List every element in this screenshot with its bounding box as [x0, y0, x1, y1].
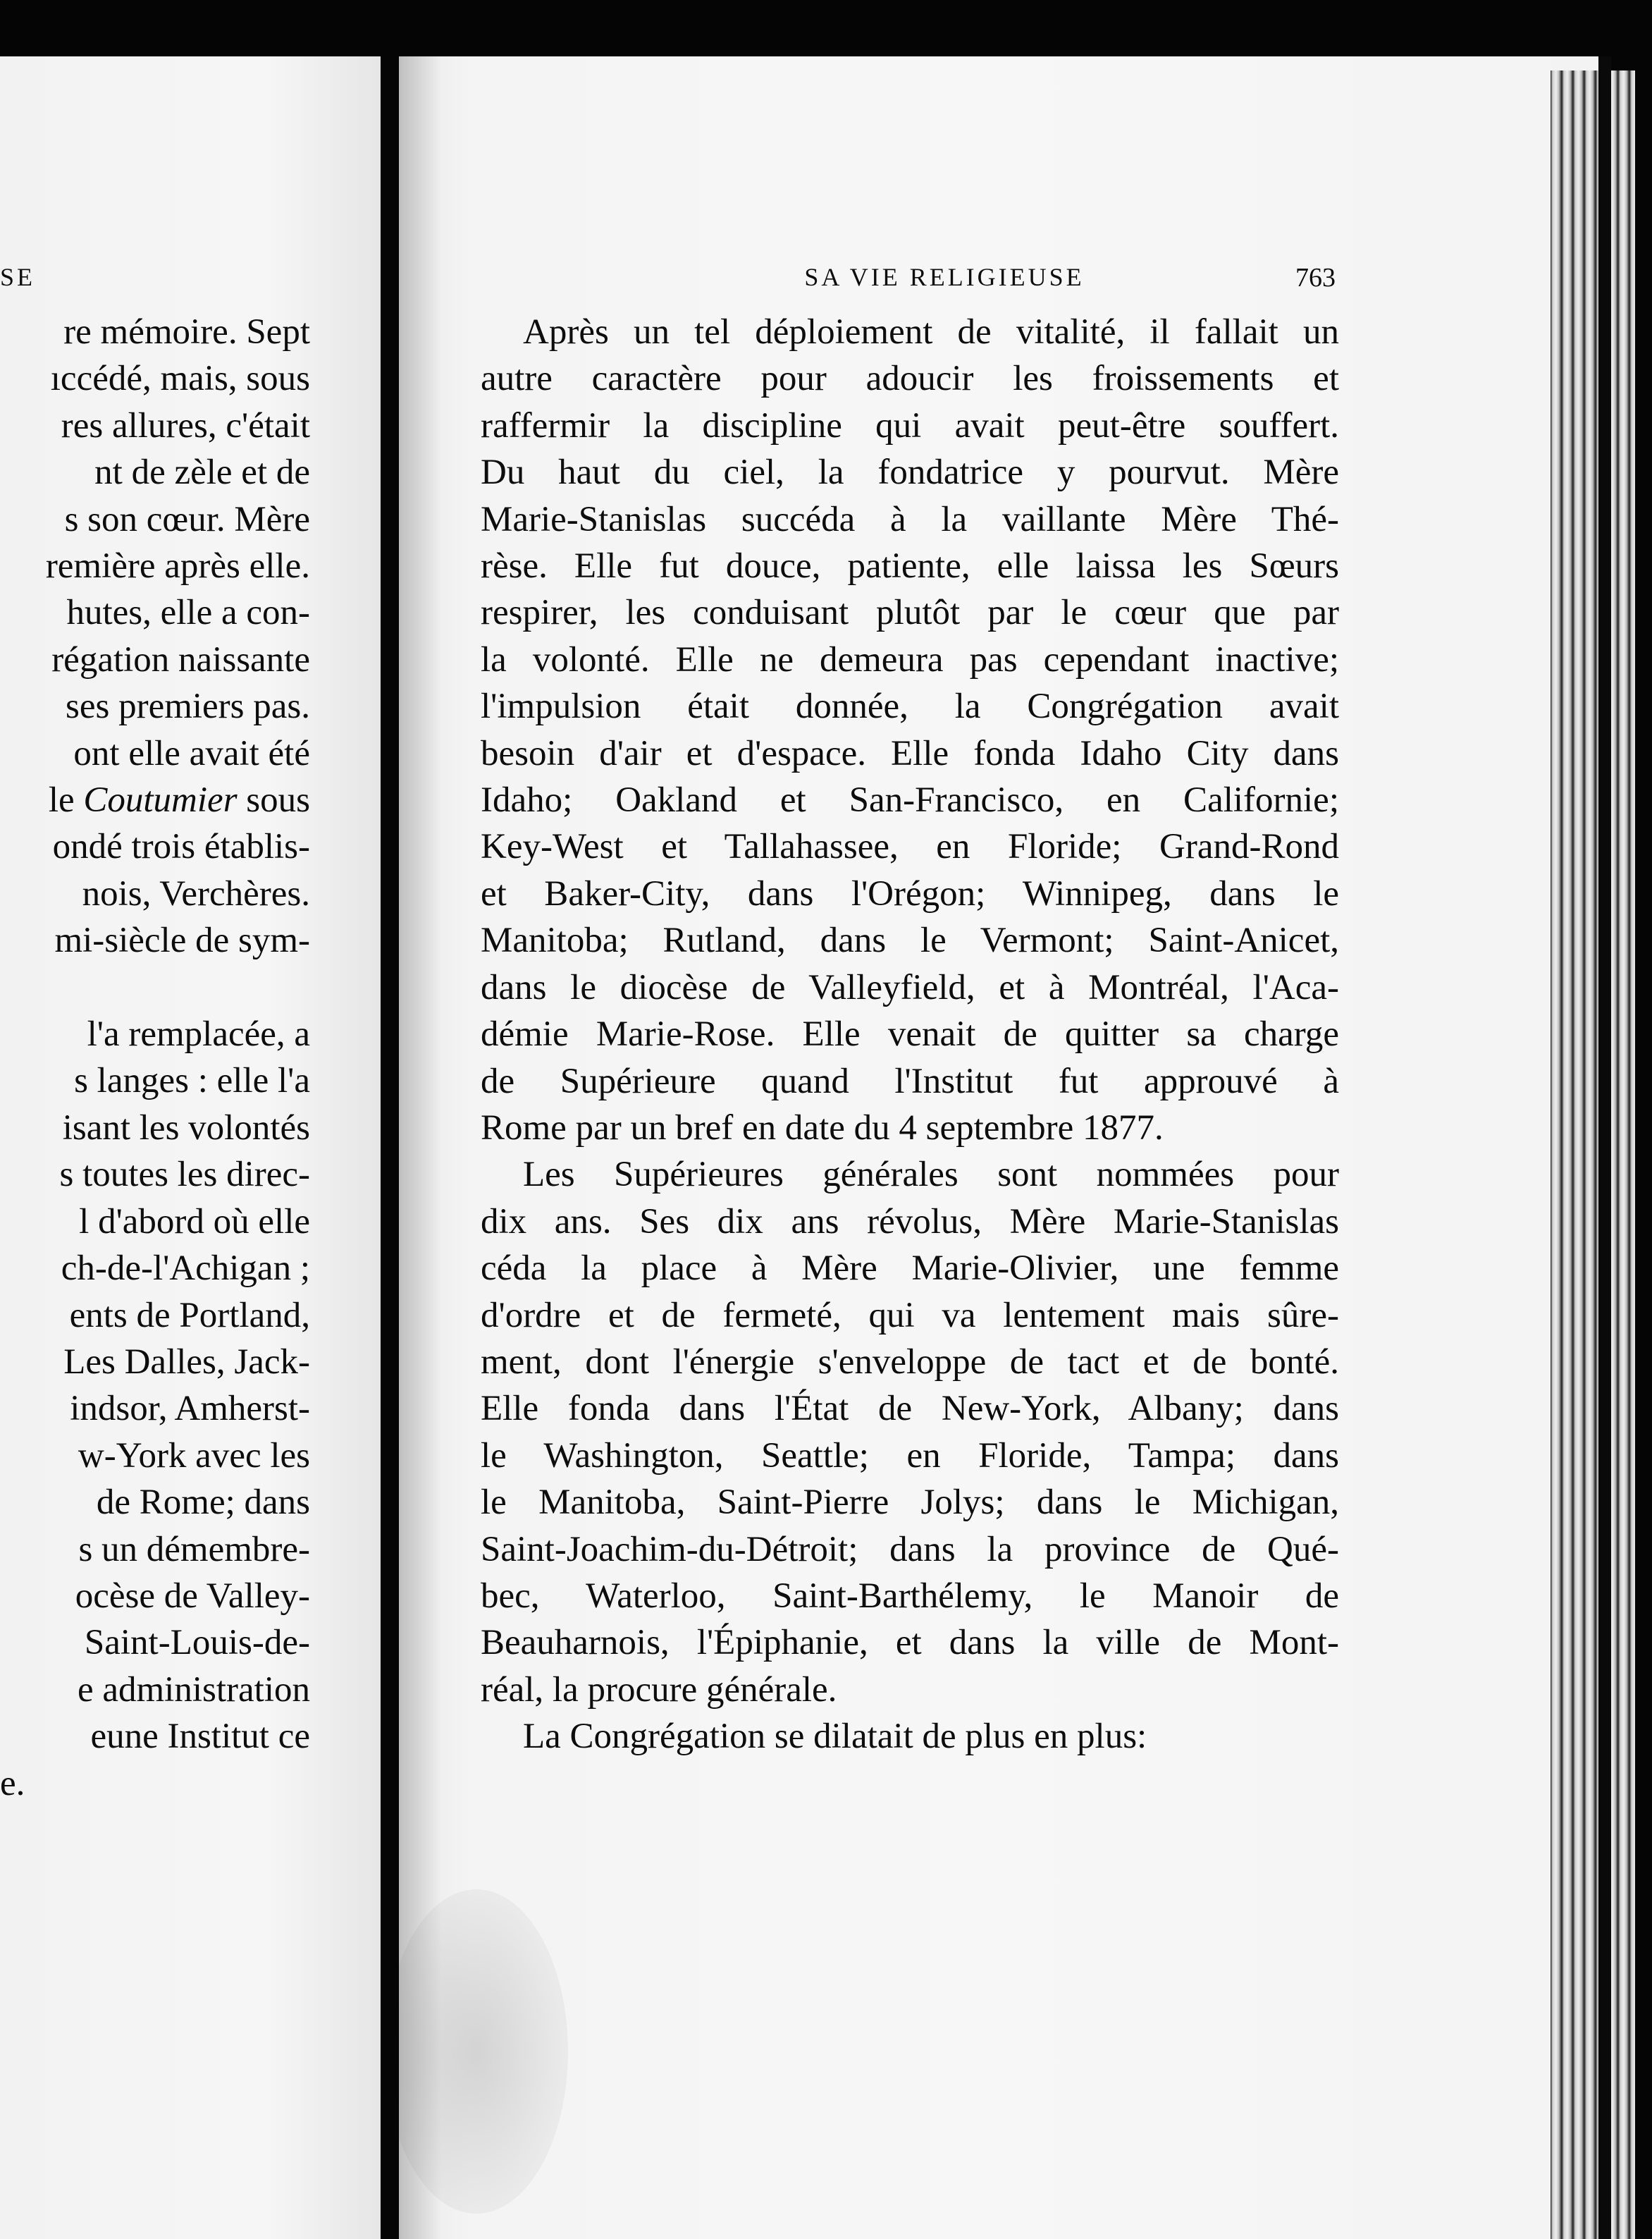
text-line: Idaho; Oakland et San-Francisco, en Californie; — [481, 780, 1339, 821]
text-line: s son cœur. Mère — [64, 499, 310, 539]
text-line: bec, Waterloo, Saint-Barthélemy, le Manoir de — [481, 1576, 1339, 1616]
text-line: w-York avec les — [78, 1435, 310, 1476]
text-line: La Congrégation se dilatait de plus en plus: — [523, 1717, 1147, 1757]
text-line: res allures, c'était — [61, 405, 310, 446]
paragraph — [438, 309, 1339, 1151]
text-line: et Baker-City, dans l'Orégon; Winnipeg, dans le — [481, 873, 1339, 914]
paragraph — [438, 1713, 1339, 1760]
text-line: eune Institut ce — [90, 1717, 310, 1757]
text-line: s un démembre- — [78, 1529, 310, 1569]
text-line: ses premiers pas. — [66, 687, 310, 727]
text-line: ocèse de Valley- — [75, 1576, 310, 1616]
text-line: ıccédé, mais, sous — [50, 359, 310, 399]
text-line: la volonté. Elle ne demeura pas cependant inactive; — [481, 639, 1339, 680]
text-line: Elle fonda dans l'État de New-York, Albany; dans — [481, 1389, 1339, 1429]
text-line: ch-de-l'Achigan ; — [61, 1249, 310, 1289]
text-line: ents de Portland, — [69, 1295, 310, 1335]
text-line: de Rome; dans — [96, 1483, 310, 1523]
text-line: d'ordre et de fermeté, qui va lentement mais sûre- — [481, 1295, 1339, 1335]
text-line: régation naissante — [51, 639, 310, 680]
text-line: le Washington, Seattle; en Floride, Tampa; dans — [481, 1435, 1339, 1476]
text-line: indsor, Amherst- — [70, 1389, 310, 1429]
paragraph — [438, 1151, 1339, 1713]
text-line: e. — [0, 1763, 25, 1803]
text-line: Beauharnois, l'Épiphanie, et dans la ville de Mont- — [481, 1623, 1339, 1663]
text-line: Du haut du ciel, la fondatrice y pourvut. Mère — [481, 453, 1339, 493]
text-line: réal, la procure générale. — [481, 1669, 837, 1710]
text-line: e administration — [77, 1669, 310, 1710]
text-line: nois, Verchères. — [82, 873, 310, 914]
text-line: raffermir la discipline qui avait peut-être souffert. — [481, 405, 1339, 446]
text-line: mi-siècle de sym- — [54, 921, 310, 961]
page-edges — [1551, 70, 1635, 2239]
text-line: isant les volontés — [62, 1108, 310, 1148]
text-line: Les Supérieures générales sont nommées pour — [523, 1155, 1339, 1195]
text-line: Saint-Joachim-du-Détroit; dans la province de Qué- — [481, 1529, 1339, 1569]
text-line: autre caractère pour adoucir les froissements et — [481, 359, 1339, 399]
text-line: le Coutumier sous — [48, 780, 310, 821]
gutter-shadow — [399, 56, 441, 2239]
left-running-head: SE — [0, 263, 36, 291]
text-line: re mémoire. Sept — [63, 312, 310, 352]
text-line — [0, 964, 310, 1011]
text-line: Key-West et Tallahassee, en Floride; Grand-Rond — [481, 827, 1339, 867]
text-line: dix ans. Ses dix ans révolus, Mère Marie-Stanislas — [481, 1201, 1339, 1241]
text-line: Les Dalles, Jack- — [63, 1342, 310, 1382]
text-line: l'impulsion était donnée, la Congrégation avait — [481, 687, 1339, 727]
text-line: remière après elle. — [45, 546, 310, 587]
text-line: hutes, elle a con- — [66, 593, 310, 633]
text-line: ment, dont l'énergie s'enveloppe de tact et de bonté. — [481, 1342, 1339, 1382]
text-line: démie Marie-Rose. Elle venait de quitter sa charge — [481, 1014, 1339, 1055]
text-line: Manitoba; Rutland, dans le Vermont; Saint-Anicet, — [481, 921, 1339, 961]
text-line: le Manitoba, Saint-Pierre Jolys; dans le Michigan, — [481, 1483, 1339, 1523]
text-line: Après un tel déploiement de vitalité, il fallait un — [523, 312, 1339, 352]
running-head: SA VIE RELIGIEUSE — [804, 263, 1085, 291]
text-line: de Supérieure quand l'Institut fut approuvé à — [481, 1061, 1339, 1101]
text-line: ondé trois établis- — [52, 827, 310, 867]
text-line: Marie-Stanislas succéda à la vaillante Mère Thé- — [481, 499, 1339, 539]
text-line: respirer, les conduisant plutôt par le cœur que par — [481, 593, 1339, 633]
text-line: l d'abord où elle — [79, 1201, 310, 1241]
page-number: 763 — [1295, 263, 1336, 293]
text-line: céda la place à Mère Marie-Olivier, une femme — [481, 1249, 1339, 1289]
body-text — [438, 309, 1339, 1760]
text-line: s toutes les direc- — [59, 1155, 310, 1195]
binding-edge — [1598, 56, 1611, 2239]
left-page-text — [0, 309, 310, 1807]
text-line: Saint-Louis-de- — [84, 1623, 310, 1663]
text-line: besoin d'air et d'espace. Elle fonda Idaho City dans — [481, 733, 1339, 773]
text-line: Rome par un bref en date du 4 septembre 1877. — [481, 1108, 1164, 1148]
text-line: dans le diocèse de Valleyfield, et à Montréal, l'Aca- — [481, 967, 1339, 1007]
text-line: l'a remplacée, a — [87, 1014, 310, 1055]
text-line: nt de zèle et de — [94, 453, 310, 493]
text-line: ont elle avait été — [73, 733, 310, 773]
text-line: s langes : elle l'a — [74, 1061, 310, 1101]
text-line: rèse. Elle fut douce, patiente, elle laissa les Sœurs — [481, 546, 1339, 587]
